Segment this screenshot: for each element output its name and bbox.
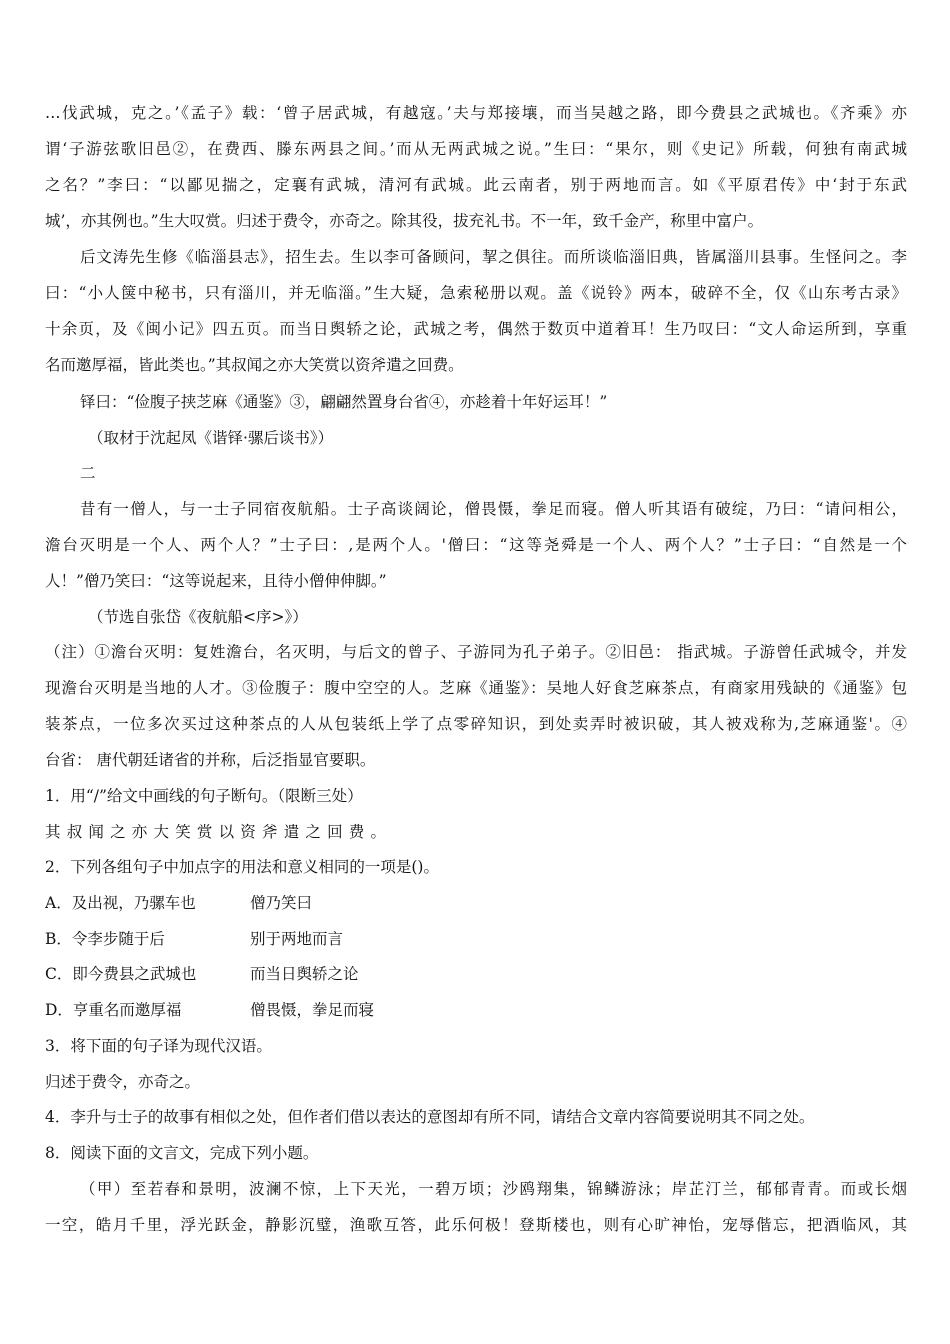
text-line: 谓‘子游弦歌旧邑②，在费西、滕东两县之间。’而从无两武城之说。”生曰：“果尔，则《史记》所载，何独有南武城 bbox=[45, 140, 907, 158]
text-line: 十余页，及《闽小记》四五页。而当日舆轿之论，武城之考，偶然于数页中道着耳！生乃叹曰：“文人命运所到，享重 bbox=[45, 320, 907, 338]
text-line: 名而邀厚福，皆此类也。”其叔闻之亦大笑赏以资斧遣之回费。 bbox=[45, 356, 464, 374]
note-line: 现澹台灭明是当地的人才。③俭腹子：腹中空空的人。芝麻《通鉴》：吴地人好食芝麻茶点，有商家用残缺的《通鉴》包 bbox=[45, 679, 907, 697]
question-3: 3．将下面的句子译为现代汉语。 bbox=[45, 1037, 272, 1055]
option-c-right: 而当日舆轿之论 bbox=[250, 965, 359, 983]
note-line: 台省： 唐代朝廷诸省的并称，后泛指显官要职。 bbox=[45, 751, 376, 769]
note-line: 装茶点，一位多次买过这种茶点的人从包装纸上学了点零碎知识，到处卖弄时被识破，其人被戏称为,芝麻通鉴'。④ bbox=[45, 715, 907, 733]
question-2: 2．下列各组句子中加点字的用法和意义相同的一项是()。 bbox=[45, 858, 439, 876]
option-d bbox=[45, 1000, 907, 1020]
source-citation: （节选自张岱《夜航船<序>》） bbox=[88, 608, 308, 626]
option-c bbox=[45, 964, 907, 984]
text-line: 昔有一僧人，与一士子同宿夜航船。士子高谈阔论，僧畏慑，拳足而寝。僧人听其语有破绽，乃曰：“请问相公， bbox=[80, 500, 907, 518]
question-3-sentence: 归述于费令，亦奇之。 bbox=[45, 1073, 201, 1091]
option-b-right: 别于两地而言 bbox=[250, 930, 344, 948]
text-line: 后文涛先生修《临淄县志》，招生去。生以李可备顾问，挈之俱往。而所谈临淄旧典，皆属淄川县事。生怪问之。李 bbox=[80, 248, 907, 266]
option-c-left: C．即今费县之武城也 bbox=[45, 965, 197, 983]
option-a-right: 僧乃笑曰 bbox=[250, 894, 313, 912]
note-line: （注）①澹台灭明：复姓澹台，名灭明，与后文的曾子、子游同为孔子弟子。②旧邑： 指武城。子游曾任武城令，并发 bbox=[45, 643, 907, 661]
question-8: 8．阅读下面的文言文，完成下列小题。 bbox=[45, 1144, 319, 1162]
option-a-left: A．及出视，乃骡车也 bbox=[45, 894, 196, 912]
option-b bbox=[45, 929, 907, 949]
option-b-left: B．令李步随于后 bbox=[45, 930, 165, 948]
question-1: 1．用“/”给文中画线的句子断句。（限断三处） bbox=[45, 787, 363, 805]
text-line: 一空，皓月千里，浮光跃金，静影沉璧，渔歌互答，此乐何极！登斯楼也，则有心旷神怡，宠辱偕忘，把酒临风，其 bbox=[45, 1216, 907, 1234]
text-line: 澹台灭明是一个人、两个人？”士子曰：,是两个人。'僧曰：“这等尧舜是一个人、两个人？”士子曰：“自然是一个 bbox=[45, 536, 907, 554]
section-heading: 二 bbox=[80, 464, 96, 482]
source-citation: （取材于沈起凤《谐铎·骡后谈书》） bbox=[88, 429, 334, 447]
option-d-right: 僧畏慑，拳足而寝 bbox=[250, 1001, 375, 1019]
text-line: 铎曰：“俭腹子挟芝麻《通鉴》③，翩翩然置身台省④，亦趁着十年好运耳！” bbox=[80, 393, 608, 411]
text-line: 曰：“小人箧中秘书，只有淄川，并无临淄。”生大疑，急索秘册以观。盖《说铃》两本，破碎不全，仅《山东考古录》 bbox=[45, 284, 907, 302]
question-1-sentence: 其叔闻之亦大笑赏以资斧遣之回费。 bbox=[45, 823, 393, 841]
option-a bbox=[45, 893, 907, 913]
text-line: （甲）至若春和景明，波澜不惊，上下天光，一碧万顷；沙鸥翔集，锦鳞游泳；岸芷汀兰，郁郁青青。而或长烟 bbox=[80, 1180, 907, 1198]
question-4: 4．李升与士子的故事有相似之处，但作者们借以表达的意图却有所不同，请结合文章内容简要说明其不同之处。 bbox=[45, 1108, 815, 1126]
option-d-left: D．亨重名而邀厚福 bbox=[45, 1001, 182, 1019]
text-line: 城’，亦其例也。”生大叹赏。归述于费令，亦奇之。除其役，拔充礼书。不一年，致千金产，称里中富户。 bbox=[45, 212, 764, 230]
text-line: …伐武城，克之。’《孟子》载：‘曾子居武城，有越寇。’夫与郑接壤，而当吴越之路，即今费县之武城也。《齐乘》亦 bbox=[45, 104, 907, 122]
text-line: 之名？”李曰：“以鄙见揣之，定襄有武城，清河有武城。此云南者，别于两地而言。如《平原君传》中‘封于东武 bbox=[45, 176, 907, 194]
text-line: 人！”僧乃笑曰：“这等说起来，且待小僧伸伸脚。” bbox=[45, 572, 387, 590]
